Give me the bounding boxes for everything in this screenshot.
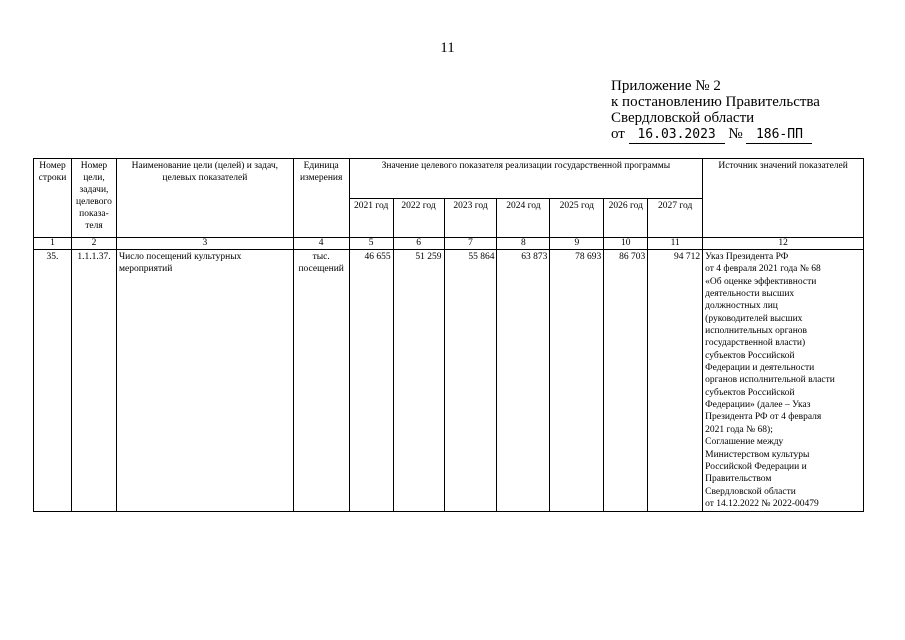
source-line: исполнительных органов (705, 326, 808, 337)
header-values-group: Значение целевого показателя реализации государственной программы (349, 159, 702, 199)
column-number: 9 (550, 238, 604, 250)
source-line: органов исполнительной власти (705, 375, 835, 386)
cell-row-number: 35. (34, 250, 72, 512)
header-year: 2024 год (497, 198, 550, 238)
appendix-reference: к постановлению Правительства (611, 94, 820, 110)
indicators-table (33, 158, 864, 512)
table-row (34, 250, 864, 512)
source-line: Правительством (705, 474, 772, 485)
header-year: 2023 год (444, 198, 497, 238)
column-number: 3 (116, 238, 293, 250)
decree-date: 16.03.2023 (629, 127, 725, 144)
source-line: от 14.12.2022 № 2022-00479 (705, 498, 819, 509)
source-line: Соглашение между (705, 437, 784, 448)
cell-value-2027: 94 712 (648, 250, 703, 512)
appendix-date-line (611, 126, 820, 144)
source-line: «Об оценке эффективности (705, 276, 817, 287)
source-line: Федерации» (далее – Указ (705, 400, 811, 411)
column-number: 6 (393, 238, 444, 250)
header-unit: Единица измерения (293, 159, 349, 238)
header-year: 2021 год (349, 198, 393, 238)
header-row-number: Номер строки (34, 159, 72, 238)
header-goal-number: Номер цели, задачи, целевого показа-теля (71, 159, 116, 238)
number-prefix: № (728, 126, 743, 142)
cell-goal-number: 1.1.1.37. (71, 250, 116, 512)
column-number: 10 (604, 238, 648, 250)
cell-value-2026: 86 703 (604, 250, 648, 512)
column-number: 7 (444, 238, 497, 250)
date-prefix: от (611, 126, 625, 142)
source-line: субъектов Российской (705, 387, 795, 398)
column-number: 2 (71, 238, 116, 250)
source-line: Свердловской области (705, 486, 796, 497)
source-line: Российской Федерации и (705, 461, 807, 472)
column-number: 11 (648, 238, 703, 250)
column-numbers-row (34, 238, 864, 250)
column-number: 4 (293, 238, 349, 250)
appendix-header (611, 78, 820, 144)
column-number: 1 (34, 238, 72, 250)
source-line: Федерации и деятельности (705, 363, 815, 374)
header-year: 2022 год (393, 198, 444, 238)
appendix-region: Свердловской области (611, 110, 755, 126)
cell-source (703, 250, 864, 512)
source-line: Указ Президента РФ (705, 252, 789, 262)
cell-value-2025: 78 693 (550, 250, 604, 512)
header-name: Наименование цели (целей) и задач, целевых показателей (116, 159, 293, 238)
column-number: 5 (349, 238, 393, 250)
cell-value-2022: 51 259 (393, 250, 444, 512)
column-number: 8 (497, 238, 550, 250)
cell-value-2021: 46 655 (349, 250, 393, 512)
header-year: 2025 год (550, 198, 604, 238)
source-line: государственной власти) (705, 338, 806, 349)
decree-number: 186-ПП (746, 127, 812, 144)
header-year: 2027 год (648, 198, 703, 238)
cell-unit: тыс. посещений (293, 250, 349, 512)
source-line: (руководителей высших (705, 313, 803, 324)
source-line: 2021 года № 68); (705, 424, 773, 435)
header-row (34, 159, 864, 199)
page-number: 11 (440, 40, 455, 56)
cell-value-2024: 63 873 (497, 250, 550, 512)
cell-value-2023: 55 864 (444, 250, 497, 512)
source-line: от 4 февраля 2021 года № 68 (705, 264, 821, 275)
source-line: деятельности высших (705, 289, 795, 300)
column-number: 12 (703, 238, 864, 250)
header-source: Источник значений показателей (703, 159, 864, 238)
source-line: субъектов Российской (705, 350, 795, 361)
source-line: Президента РФ от 4 февраля (705, 412, 822, 423)
cell-indicator-name: Число посещений культурных мероприятий (116, 250, 293, 512)
header-year: 2026 год (604, 198, 648, 238)
appendix-title: Приложение № 2 (611, 78, 721, 94)
source-line: должностных лиц (705, 301, 778, 312)
source-line: Министерством культуры (705, 449, 810, 460)
